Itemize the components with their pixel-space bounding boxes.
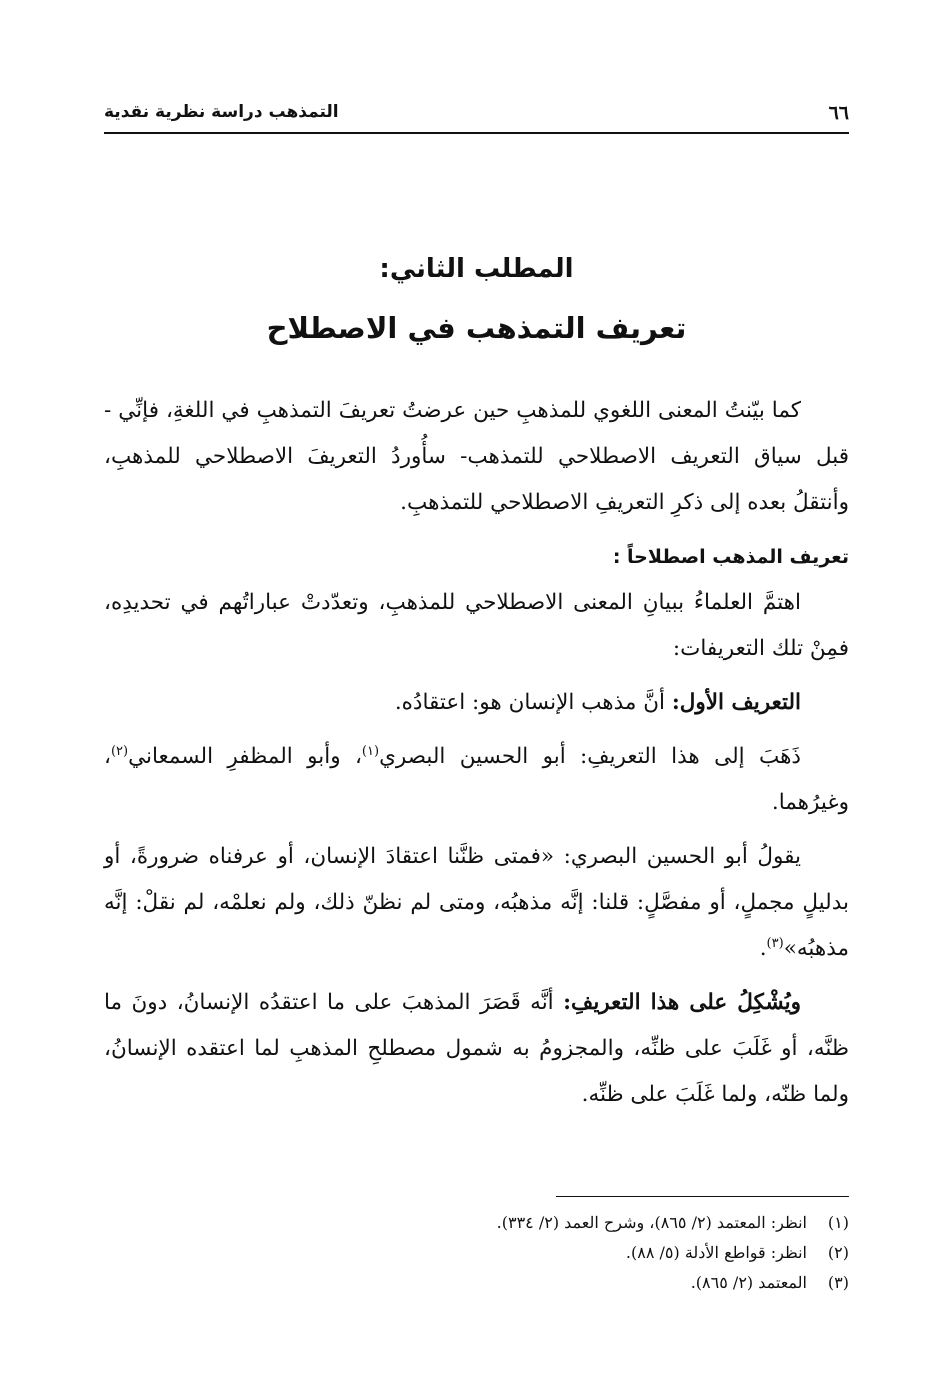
proponents-paragraph <box>104 734 849 826</box>
footnote-number: (٢) <box>827 1243 849 1262</box>
definition-1-text: أنَّ مذهب الإنسان هو: اعتقادُه. <box>394 690 665 715</box>
proponents-text-b: ، وأبو المظفرِ السمعاني <box>128 744 362 769</box>
page-number: ٦٦ <box>828 102 849 124</box>
page-header <box>104 98 849 134</box>
body-text <box>104 388 849 1118</box>
proponents-text-c: ، وغيرُهما. <box>104 744 849 815</box>
quote-text: يقولُ أبو الحسين البصري: «فمتى ظنَّنا اعتقادَ الإنسان، أو عرفناه ضرورةً، أو بدليلٍ مجملٍ، أو مفصَّلٍ: قلنا: إنَّه مذهبُه، ومتى لم نظنّ ذلك، ولم نعلمْه، لم نقلْ: إنَّه مذهبُه» <box>104 844 849 961</box>
footnote-ref-2[interactable]: (٢) <box>110 743 129 759</box>
footnote-ref-3[interactable]: (٣) <box>766 935 784 951</box>
proponents-text-a: ذَهَبَ إلى هذا التعريفِ: أبو الحسين البصري <box>379 744 801 769</box>
objection-label: ويُشْكِلُ على هذا التعريفِ: <box>563 990 802 1015</box>
footnote-2 <box>104 1238 849 1268</box>
footnote-separator <box>556 1196 849 1197</box>
intro-paragraph: كما بيّنتُ المعنى اللغوي للمذهبِ حين عرضتُ تعريفَ التمذهبِ في اللغةِ، فإنِّي - قبل سياق التعريف الاصطلاحي للتمذهب- سأُوردُ التعريفَ الاصطلاحي للمذهبِ، وأنتقلُ بعده إلى ذكرِ التعريفِ الاصطلاحي للتمذهبِ. <box>104 398 849 515</box>
footnote-text: انظر: المعتمد (٢/ ٨٦٥)، وشرح العمد (٢/ ٣٣٤). <box>496 1213 807 1232</box>
footnote-number: (٣) <box>827 1273 849 1292</box>
section-label: المطلب الثاني: <box>379 254 574 284</box>
footnote-3 <box>104 1268 849 1298</box>
header-rule <box>104 132 849 134</box>
definition-1-paragraph <box>104 680 849 726</box>
scholars-paragraph: اهتمَّ العلماءُ ببيانِ المعنى الاصطلاحي للمذهبِ، وتعدّدتْ عباراتُهم في تحديدِه، فمِنْ تلك التعريفات: <box>104 590 849 661</box>
quote-paragraph <box>104 834 849 972</box>
quote-end: . <box>759 936 767 961</box>
section-title: تعريف التمذهب في الاصطلاح <box>266 311 687 345</box>
subheading-paragraph <box>104 534 849 580</box>
footnote-ref-1[interactable]: (١) <box>361 743 380 759</box>
subheading: تعريف المذهب اصطلاحاً : <box>612 546 849 568</box>
footnote-1 <box>104 1208 849 1238</box>
footnote-text: انظر: قواطع الأدلة (٥/ ٨٨). <box>625 1243 807 1262</box>
objection-paragraph <box>104 980 849 1118</box>
footnote-text: المعتمد (٢/ ٨٦٥). <box>690 1273 807 1292</box>
definition-1-label: التعريف الأول: <box>671 690 801 715</box>
footnotes <box>104 1208 849 1298</box>
objection-text: أنَّه قَصَرَ المذهبَ على ما اعتقدُه الإنسانُ، دونَ ما ظنَّه، أو غَلَبَ على ظنِّه، والمجزومُ به شمول مصطلحِ المذهبِ لما اعتقده الإنسانُ، ولما ظنّه، ولما غَلَبَ على ظنِّه. <box>104 990 849 1107</box>
running-title: التمذهب دراسة نظرية نقدية <box>104 102 339 122</box>
footnote-number: (١) <box>827 1213 849 1232</box>
